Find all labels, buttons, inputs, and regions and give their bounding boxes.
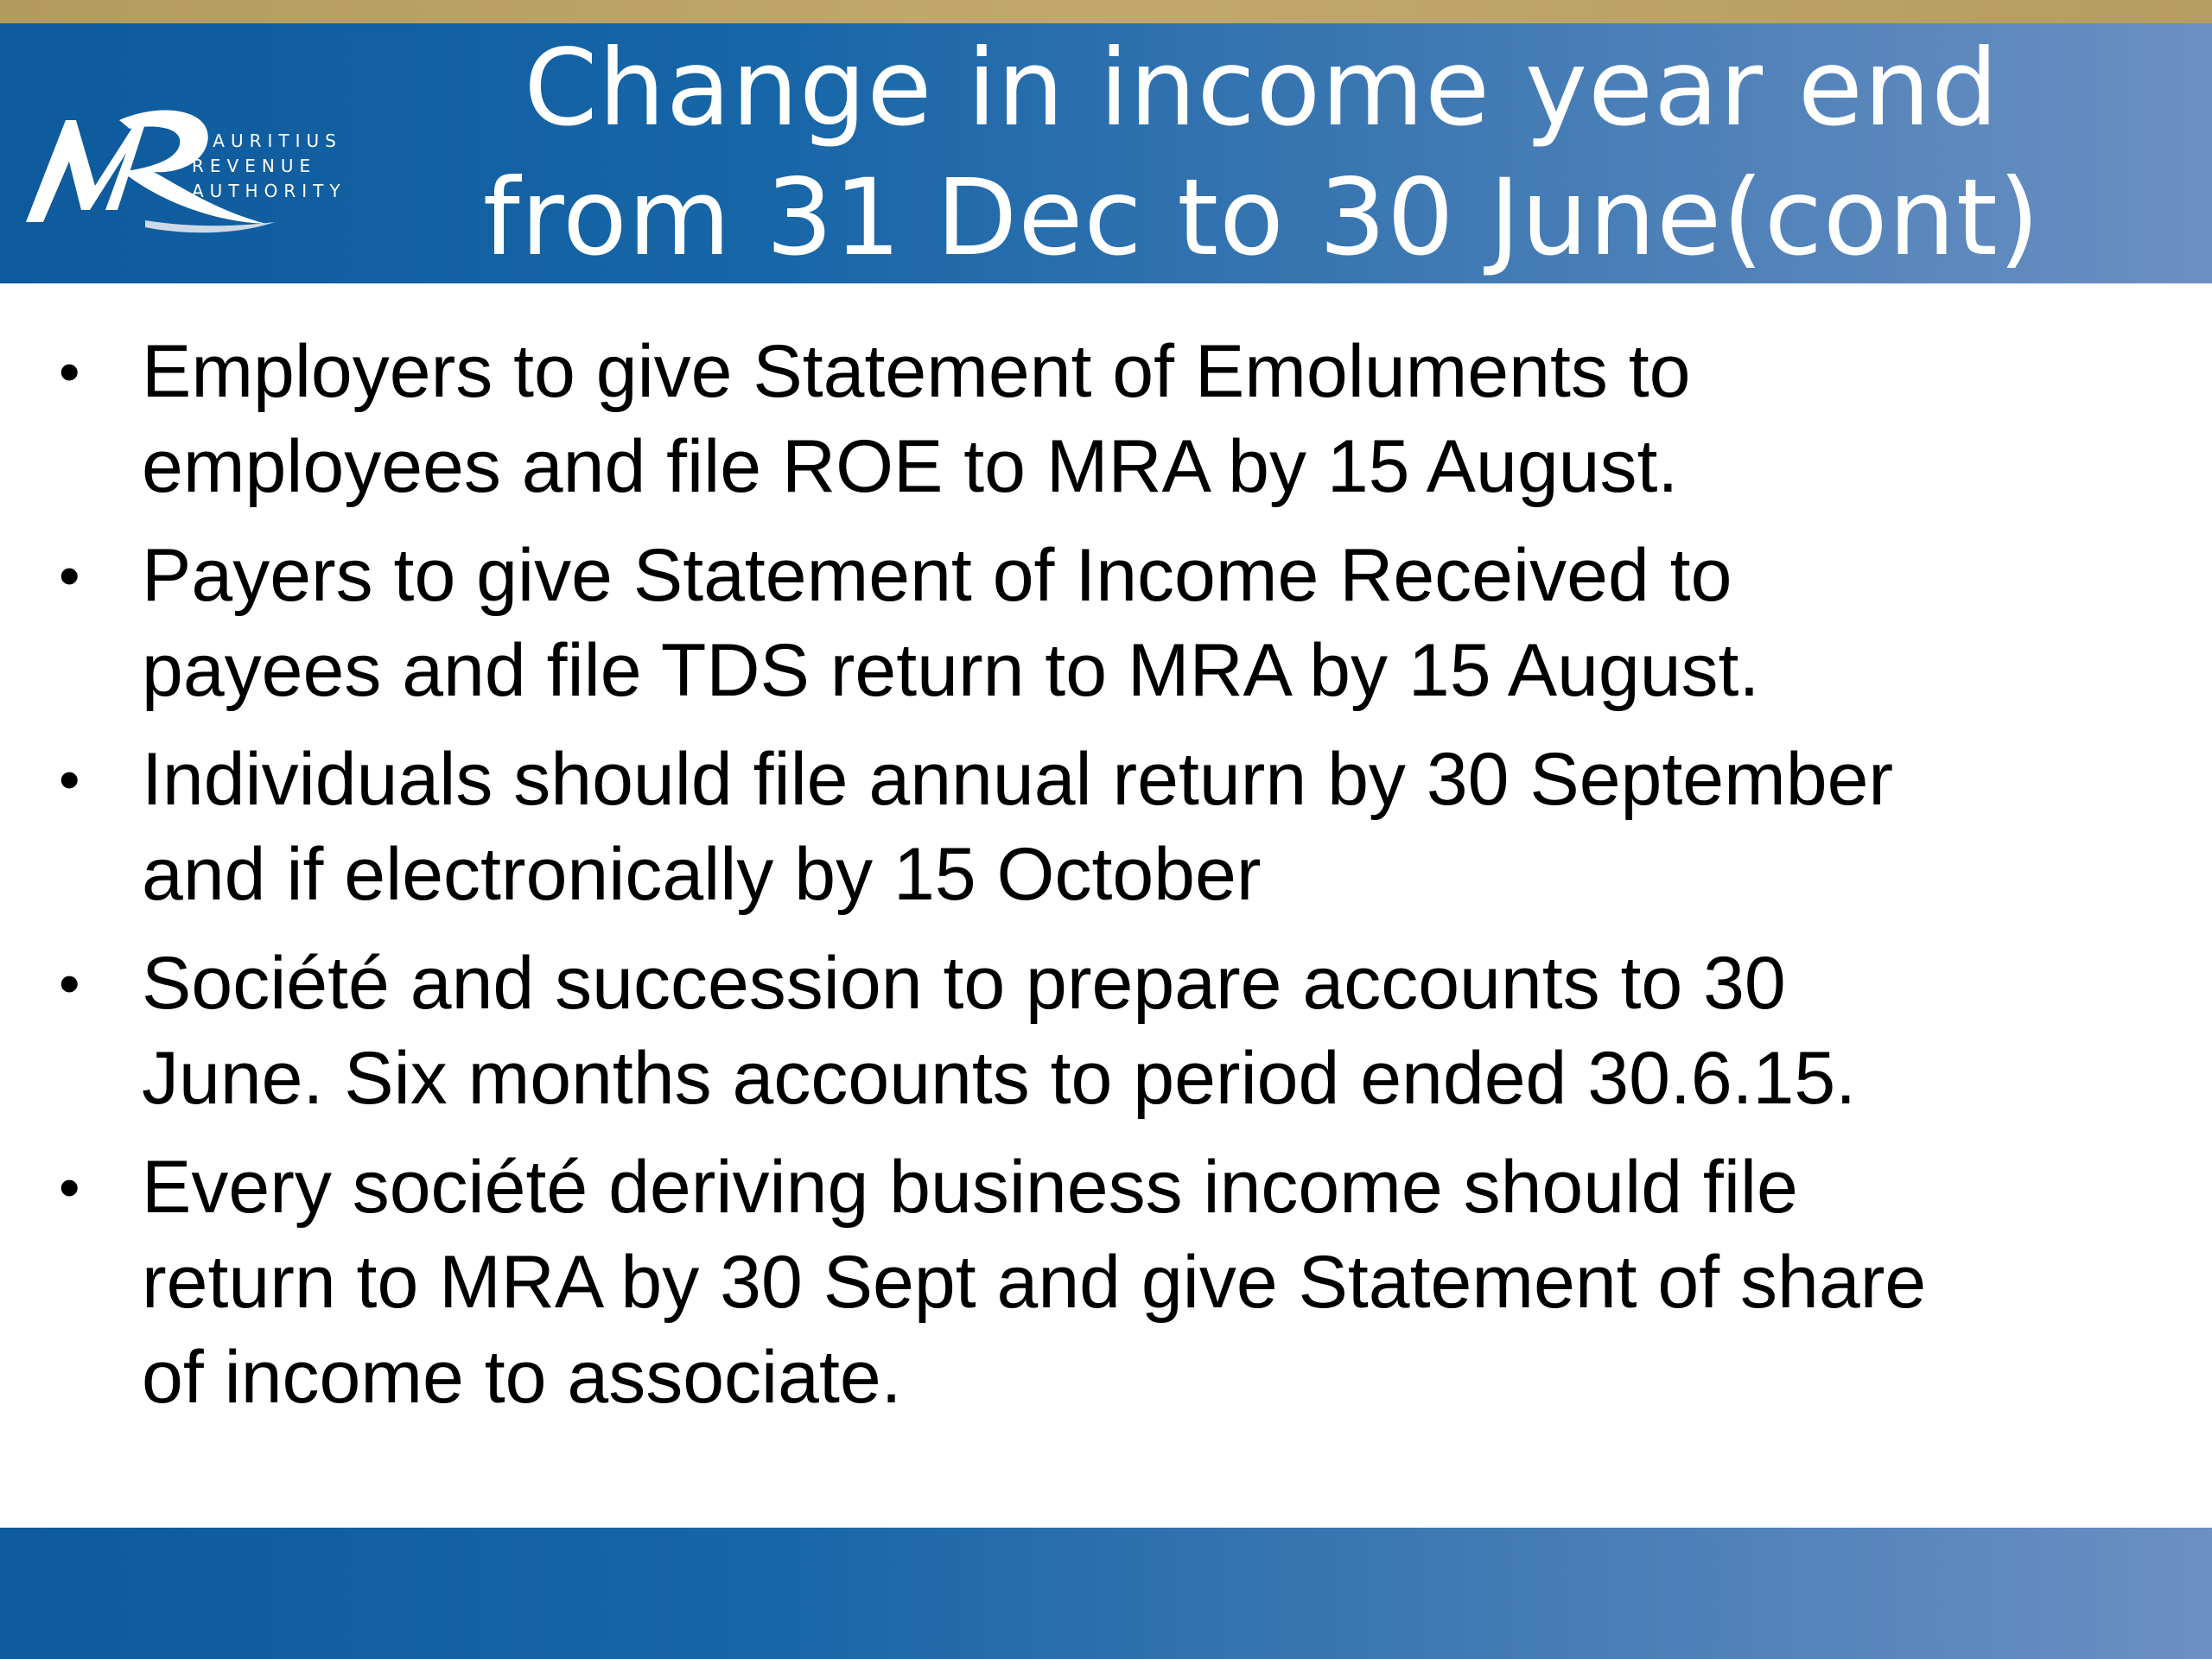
logo-wordmark	[192, 129, 346, 204]
slide-title-line-2: from 31 Dec to 30 June(cont)	[482, 156, 2041, 279]
bullet-line: return to MRA by 30 Sept and give Statement of share	[142, 1241, 1927, 1324]
bullet-icon: •	[59, 746, 80, 813]
bullet-item	[52, 936, 2160, 1126]
bullet-icon: •	[59, 1154, 80, 1221]
slide-title-line-1: Change in income year end	[524, 27, 1999, 149]
bullet-icon: •	[59, 338, 80, 405]
bullet-line: Employers to give Statement of Emoluments to	[142, 330, 1691, 413]
bullet-line: Payers to give Statement of Income Received to	[142, 534, 1732, 617]
bullet-text	[142, 1140, 2160, 1425]
logo-text-line: AUTHORITY	[192, 181, 346, 201]
bullet-text	[142, 324, 2160, 514]
bullet-text	[142, 732, 2160, 922]
bullet-text	[142, 936, 2160, 1126]
accent-strip	[0, 0, 2212, 23]
bullet-icon: •	[59, 950, 80, 1017]
bullet-item	[52, 528, 2160, 718]
bullet-line: Société and succession to prepare accounts to 30	[142, 942, 1786, 1025]
logo-text-line: REVENUE	[192, 156, 317, 176]
bullet-list	[52, 324, 2160, 1439]
bullet-line: payees and file TDS return to MRA by 15 August.	[142, 629, 1760, 712]
bullet-item	[52, 732, 2160, 922]
bullet-text	[142, 528, 2160, 718]
logo-text-line: MAURITIUS	[192, 130, 342, 151]
slide-title	[397, 23, 2126, 283]
bullet-item	[52, 1140, 2160, 1425]
bullet-line: of income to associate.	[142, 1336, 902, 1419]
footer-banner	[0, 1528, 2212, 1659]
bullet-icon: •	[59, 542, 80, 609]
bullet-line: Individuals should file annual return by 30 September	[142, 738, 1894, 821]
bullet-line: June. Six months accounts to period ended 30.6.15.	[142, 1037, 1857, 1120]
bullet-line: employees and file ROE to MRA by 15 August.	[142, 425, 1679, 508]
bullet-line: and if electronically by 15 October	[142, 833, 1262, 916]
bullet-line: Every société deriving business income should file	[142, 1146, 1798, 1229]
bullet-item	[52, 324, 2160, 514]
